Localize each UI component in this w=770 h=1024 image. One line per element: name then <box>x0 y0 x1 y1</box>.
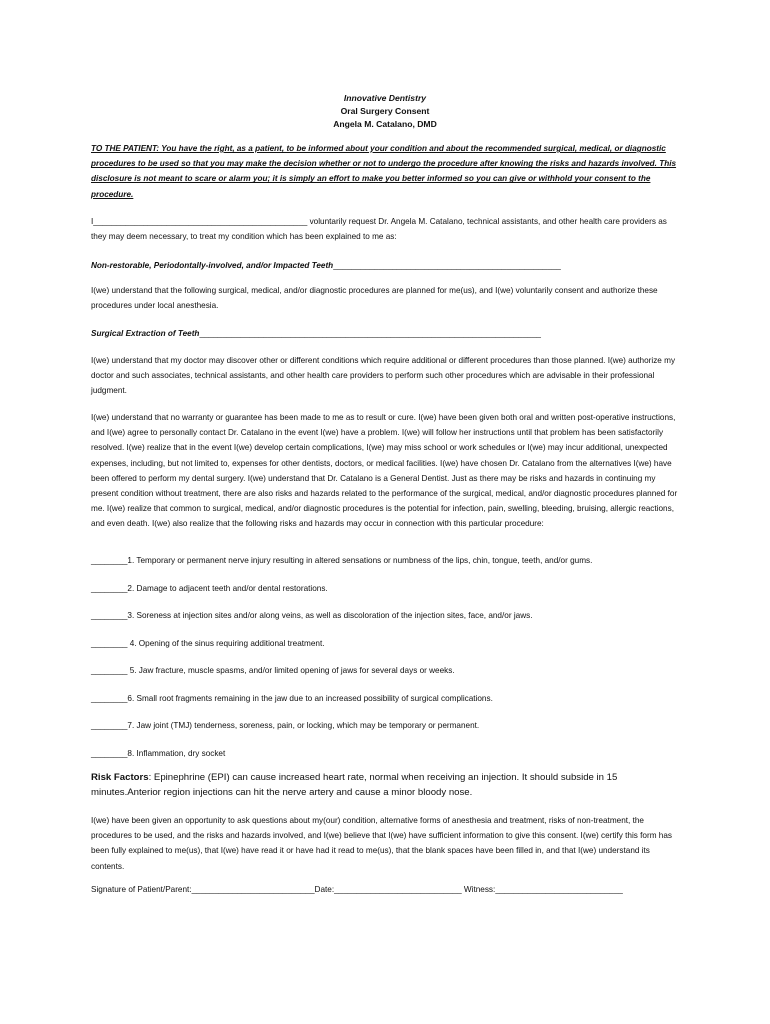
nonrestorable-blank[interactable]: __________________________________________________ <box>333 261 561 270</box>
opportunity-paragraph: I(we) have been given an opportunity to ask questions about my(our) condition, alternative forms of anesthesia and treatment, risks of non-treatment, the procedures to be used, and the risks and hazards involved, and I(we) believe that I(we) have sufficient information to give this consent. I(we) certify this form has been fully explained to me(us), that I(we) have read it or have had it read to me(us), that the blank spaces have been filled in, and that I(we) understand its contents. <box>91 816 672 871</box>
nonrestorable-label: Non-restorable, Periodontally-involved, and/or Impacted Teeth <box>91 261 334 270</box>
patient-name-blank[interactable]: _______________________________________________ <box>93 217 308 226</box>
risk-list <box>91 553 691 773</box>
signature-line <box>91 882 681 897</box>
risk-item[interactable]: ________2. Damage to adjacent teeth and/or dental restorations. <box>91 583 328 593</box>
extraction-label: Surgical Extraction of Teeth <box>91 329 200 338</box>
risk-factors-text: : Epinephrine (EPI) can cause increased heart rate, normal when receiving an injection. It should subside in 15 minutes.Anterior region injections can hit the nerve artery and cause a minor bloody nose. <box>91 772 618 798</box>
extraction-blank[interactable]: ___________________________________________________________________________ <box>199 329 541 338</box>
form-header <box>0 92 770 131</box>
request-text: voluntarily request Dr. Angela M. Catalano, technical assistants, and other health care providers as they may deem necessary, to treat my condition which has been explained to me as: <box>91 217 667 242</box>
planned-procedures-paragraph: I(we) understand that the following surgical, medical, and/or diagnostic procedures are planned for me(us), and I(we) voluntarily consent and authorize these procedures under local anesthesia. <box>91 286 658 311</box>
warranty-paragraph: I(we) understand that no warranty or guarantee has been made to me as to result or cure. I(we) have been given both oral and written post-operative instructions, and I(we) agree to personally contact Dr. Catalano in the event I(we) have a problem. I(we) will follow her instructions until that problem has been satisfactorily resolved. I(we) realize that in the event I(we) develop certain complications, I(we) may miss school or work schedules or I(we) may incur additional, unexpected expenses, including, but not limited to, expenses for other dentists, doctors, or medical facilities. I(we) have chosen Dr. Catalano from the alternatives I(we) have been offered to perform my dental surgery. I(we) understand that Dr. Catalano is a General Dentist. Just as there may be risks and hazards in continuing my present condition without treatment, there are also risks and hazards related to the performance of the surgical, medical, and/or diagnostic procedures planned for me. I(we) realize that common to surgical, medical, and/or diagnostic procedures is the potential for infection, pain, swelling, bleeding, bruising, allergic reactions, and even death. I(we) also realize that the following risks and hazards may occur in connection with this particular procedure: <box>91 413 678 529</box>
to-patient-notice: TO THE PATIENT: You have the right, as a patient, to be informed about your condition and about the recommended surgical, medical, or diagnostic procedures to be used so that you may make the decision whether or not to undergo the procedure after knowing the risks and hazards involved. This disclosure is not meant to scare or alarm you; it is simply an effort to make you better informed so you can give or withhold your consent to the procedure. <box>91 144 677 199</box>
patient-signature-label: Signature of Patient/Parent: <box>91 885 192 894</box>
form-title: Oral Surgery Consent <box>340 106 430 116</box>
nonrestorable-line <box>91 258 681 273</box>
risk-item[interactable]: ________ 5. Jaw fracture, muscle spasms, and/or limited opening of jaws for several days or weeks. <box>91 666 455 675</box>
risk-item[interactable]: ________1. Temporary or permanent nerve injury resulting in altered sensations or numbness of the lips, chin, tongue, teeth, and/or gums. <box>91 556 593 565</box>
risk-factors-paragraph <box>91 771 681 800</box>
risk-item[interactable]: ________6. Small root fragments remaining in the jaw due to an increased possibility of surgical complications. <box>91 693 493 703</box>
other-conditions-paragraph: I(we) understand that my doctor may discover other or different conditions which require additional or different procedures than those planned. I(we) authorize my doctor and such associates, technical assistants, and other health care providers to perform such other procedures which are advisable in their professional judgment. <box>91 356 676 396</box>
risk-item[interactable]: ________7. Jaw joint (TMJ) tenderness, soreness, pain, or locking, which may be temporary or permanent. <box>91 721 480 730</box>
date-field[interactable]: ____________________________ <box>334 885 462 894</box>
risk-factors-label: Risk Factors <box>91 772 149 783</box>
patient-signature-field[interactable]: ___________________________ <box>191 885 315 894</box>
practice-name: Innovative Dentistry <box>343 93 427 103</box>
extraction-line <box>91 326 681 341</box>
risk-item[interactable]: ________3. Soreness at injection sites and/or along veins, as well as discoloration of the injection sites, face, and/or jaws. <box>91 611 533 620</box>
date-label: Date: <box>314 885 335 894</box>
witness-field[interactable]: ____________________________ <box>495 885 623 894</box>
request-paragraph <box>91 214 681 244</box>
risk-item[interactable]: ________ 4. Opening of the sinus requiring additional treatment. <box>91 638 325 648</box>
risk-item[interactable]: ________8. Inflammation, dry socket <box>91 748 226 758</box>
witness-label: Witness: <box>463 885 496 894</box>
request-prefix: I <box>91 217 94 226</box>
doctor-name: Angela M. Catalano, DMD <box>333 119 437 129</box>
